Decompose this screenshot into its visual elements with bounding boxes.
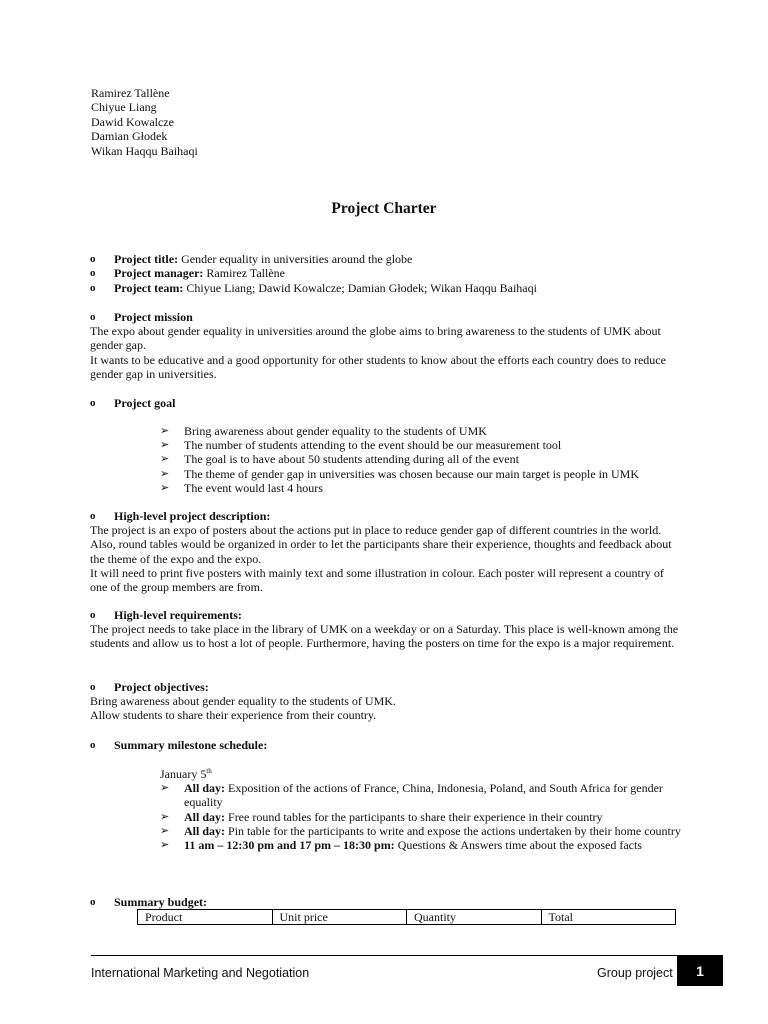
goal-item-text: The theme of gender gap in universities was chosen because our main target is people in UMK: [184, 466, 639, 481]
author-name: Chiyue Liang: [91, 100, 157, 115]
table-header-cell: Quantity: [407, 910, 542, 925]
mission-paragraph: It wants to be educative and a good opportunity for other students to know about the efforts each country does to reduce gender gap in universities.: [90, 352, 666, 381]
list-item: [160, 838, 684, 852]
document-title: Project Charter: [331, 200, 437, 217]
footer-group-label: Group project: [597, 966, 673, 980]
bullet-icon: o: [90, 739, 96, 751]
goal-list: [160, 424, 700, 495]
table-header-cell: Product: [138, 910, 273, 925]
description-section: [90, 509, 684, 595]
bullet-icon: o: [90, 681, 96, 693]
bullet-icon: o: [90, 267, 96, 279]
milestones-heading: Summary milestone schedule:: [114, 738, 268, 752]
milestone-text: Questions & Answers time about the exposed facts: [394, 838, 642, 853]
bullet-icon: o: [90, 609, 96, 621]
milestone-text: Pin table for the participants to write and expose the actions undertaken by their home country: [225, 823, 681, 838]
arrow-bullet-icon: ➢: [160, 467, 170, 480]
author-name: Wikan Haqqu Baihaqi: [91, 143, 198, 158]
project-title-value: Gender equality in universities around the globe: [178, 252, 413, 266]
description-heading: High-level project description:: [114, 509, 271, 523]
list-item: [160, 438, 700, 452]
goal-item-text: The event would last 4 hours: [184, 480, 323, 495]
milestone-label: 11 am – 12:30 pm and 17 pm – 18:30 pm:: [184, 838, 395, 853]
table-header-cell: Total: [541, 910, 676, 925]
bullet-icon: o: [90, 282, 96, 294]
list-item: [160, 824, 684, 838]
description-paragraph: It will need to print five posters with mainly text and some illustration in colour. Each poster will represent a country of one of the group members are from.: [90, 565, 664, 595]
budget-table: [137, 909, 676, 925]
bullet-icon: o: [90, 510, 96, 522]
bullet-icon: o: [90, 397, 96, 409]
description-paragraph: The project is an expo of posters about the actions put in place to reduce gender gap of different countries in the world. Also, round tables would be organized in order to let the participants share their experience, thoughts and feedback about the theme of the expo and the expo.: [90, 523, 672, 566]
arrow-bullet-icon: ➢: [160, 839, 170, 852]
project-title-item: [90, 252, 684, 266]
author-list: [91, 86, 198, 158]
footer-divider: [91, 955, 723, 956]
author-name: Ramirez Tallène: [91, 86, 170, 100]
list-item: [160, 481, 700, 495]
goal-item-text: Bring awareness about gender equality to the students of UMK: [184, 424, 487, 438]
milestone-label: All day:: [184, 781, 226, 796]
project-team-value: Chiyue Liang; Dawid Kowalcze; Damian Głodek; Wikan Haqqu Baihaqi: [183, 281, 537, 295]
bullet-icon: o: [90, 253, 96, 265]
project-team-label: Project team:: [114, 281, 184, 295]
milestone-label: All day:: [184, 809, 226, 824]
project-team-item: [90, 281, 684, 295]
goal-heading: Project goal: [114, 396, 176, 410]
bullet-icon: o: [90, 311, 96, 323]
arrow-bullet-icon: ➢: [160, 824, 170, 837]
budget-section: [90, 895, 684, 909]
table-row: [138, 910, 676, 925]
table-header-cell: Unit price: [272, 910, 407, 925]
project-manager-item: [90, 266, 684, 280]
requirements-paragraph: The project needs to take place in the library of UMK on a weekday or on a Saturday. This place is well-known among the students and allow us to host a lot of people. Furthermore, having the posters on time for the expo is a major requirement.: [90, 622, 679, 651]
milestones-section: [90, 738, 684, 752]
mission-heading: Project mission: [114, 310, 193, 324]
milestone-date: January 5th: [160, 767, 212, 781]
milestone-label: All day:: [184, 823, 226, 838]
bullet-icon: o: [90, 896, 96, 908]
list-item: [160, 452, 700, 466]
milestone-text: Exposition of the actions of France, China, Indonesia, Poland, and South Africa for gender equality: [184, 781, 663, 810]
arrow-bullet-icon: ➢: [160, 481, 170, 494]
arrow-bullet-icon: ➢: [160, 439, 170, 452]
requirements-heading: High-level requirements:: [114, 608, 242, 622]
arrow-bullet-icon: ➢: [160, 453, 170, 466]
goal-item-text: The number of students attending to the event should be our measurement tool: [184, 438, 562, 453]
arrow-bullet-icon: ➢: [160, 810, 170, 823]
goal-section: [90, 396, 684, 410]
goal-item-text: The goal is to have about 50 students attending during all of the event: [184, 452, 519, 467]
list-item: [160, 810, 684, 824]
project-manager-label: Project manager:: [114, 266, 204, 280]
project-title-label: Project title:: [114, 252, 179, 266]
mission-paragraph: The expo about gender equality in universities around the globe aims to bring awareness to the students of UMK about gender gap.: [90, 324, 661, 353]
budget-heading: Summary budget:: [114, 895, 208, 909]
milestone-text: Free round tables for the participants to share their experience in their country: [225, 809, 603, 824]
arrow-bullet-icon: ➢: [160, 782, 170, 795]
list-item: [160, 781, 684, 809]
objectives-paragraph: Bring awareness about gender equality to the students of UMK.: [90, 694, 396, 709]
author-name: Dawid Kowalcze: [91, 114, 174, 129]
list-item: [160, 424, 700, 438]
arrow-bullet-icon: ➢: [160, 425, 170, 437]
objectives-section: [90, 680, 684, 723]
objectives-heading: Project objectives:: [114, 680, 209, 694]
project-manager-value: Ramirez Tallène: [203, 266, 285, 280]
list-item: [160, 467, 700, 481]
author-name: Damian Głodek: [91, 129, 168, 144]
requirements-section: [90, 608, 684, 651]
mission-section: [90, 310, 684, 381]
page-number: 1: [677, 956, 723, 986]
objectives-paragraph: Allow students to share their experience from their country.: [90, 708, 377, 723]
footer-course-name: International Marketing and Negotiation: [91, 966, 310, 980]
milestone-list: [160, 767, 700, 852]
